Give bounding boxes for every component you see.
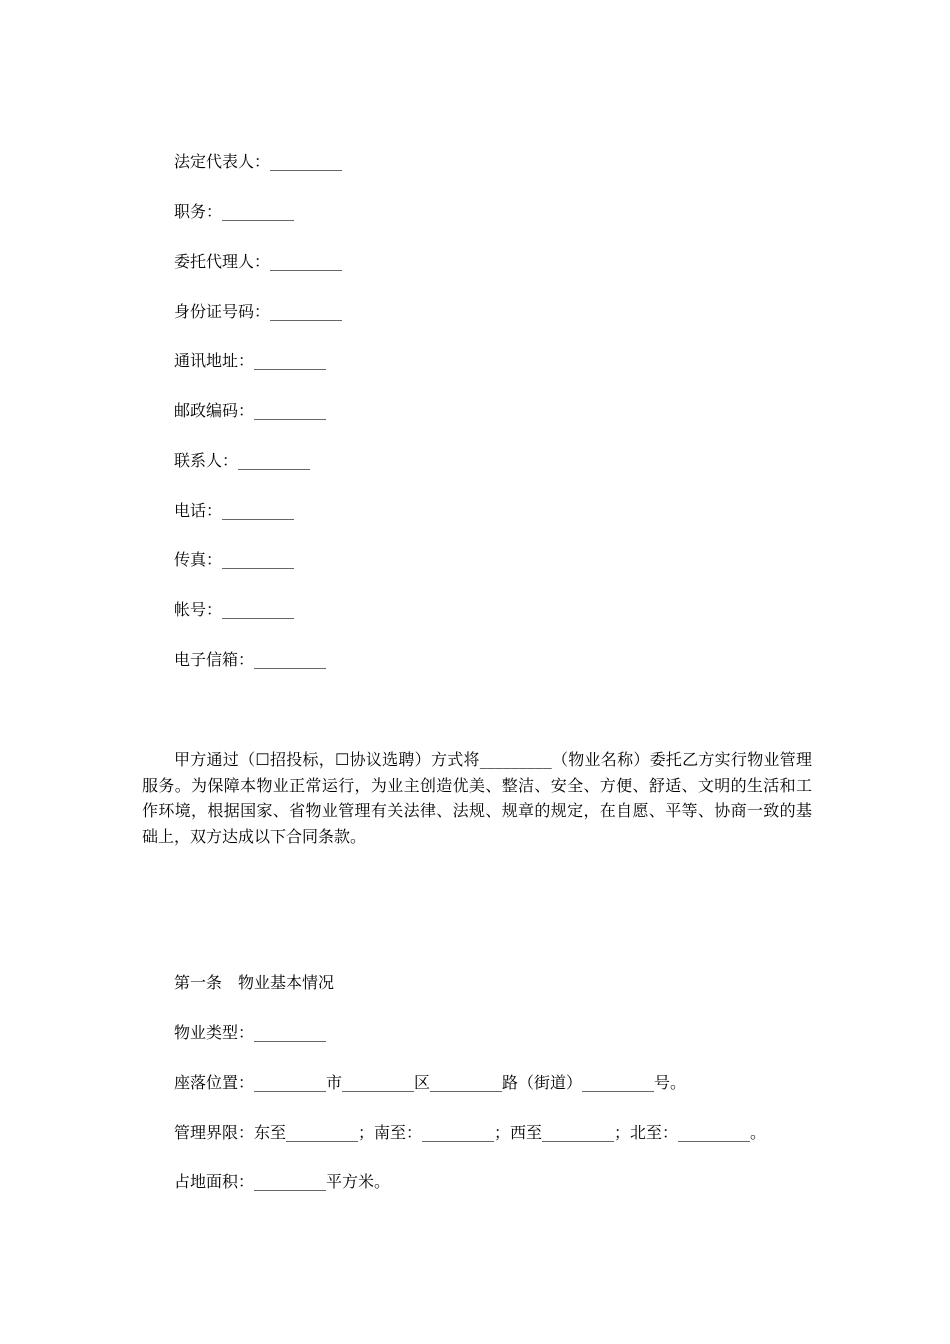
id-number-field: 身份证号码：_________ <box>174 302 343 321</box>
management-boundaries-field: 管理界限：东至_________；南至：_________；西至_________；北至：_________。 <box>174 1123 767 1142</box>
legal-representative-field: 法定代表人：_________ <box>174 152 343 171</box>
location-field: 座落位置：_________市_________区_________路（街道）_________号。 <box>174 1073 687 1092</box>
email-field: 电子信箱：_________ <box>174 650 327 669</box>
intro-paragraph: 甲方通过（☐招投标，☐协议选聘）方式将_________（物业名称）委托乙方实行物业管理服务。为保障本物业正常运行，为业主创造优美、整洁、安全、方便、舒适、文明的生活和工作环境，根据国家、省物业管理有关法律、法规、规章的规定，在自愿、平等、协商一致的基础上，双方达成以下合同条款。 <box>142 750 812 846</box>
position-field: 职务：_________ <box>174 202 295 221</box>
account-number-field: 帐号：_________ <box>174 600 295 619</box>
contact-person-field: 联系人：_________ <box>174 451 311 470</box>
property-type-field: 物业类型：_________ <box>174 1023 327 1042</box>
article-1-heading: 第一条 物业基本情况 <box>174 973 335 992</box>
land-area-field: 占地面积：_________平方米。 <box>174 1172 391 1191</box>
mailing-address-field: 通讯地址：_________ <box>174 351 327 370</box>
authorized-agent-field: 委托代理人：_________ <box>174 252 343 271</box>
fax-field: 传真：_________ <box>174 550 295 569</box>
postal-code-field: 邮政编码：_________ <box>174 401 327 420</box>
telephone-field: 电话：_________ <box>174 501 295 520</box>
